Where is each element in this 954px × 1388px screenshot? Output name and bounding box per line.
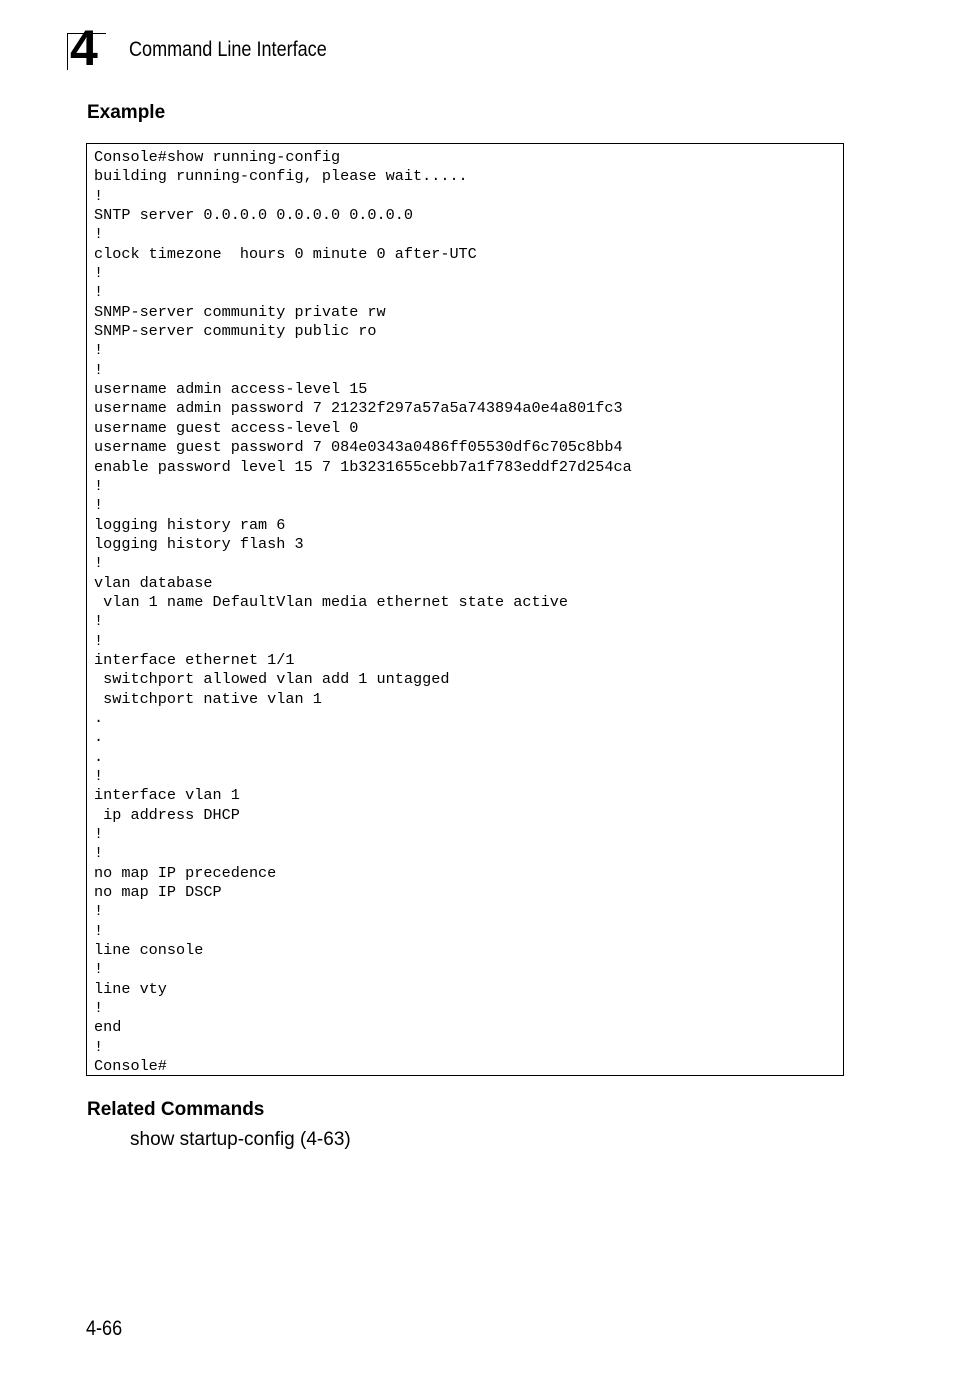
related-command-link: show startup-config (4-63) — [130, 1129, 351, 1150]
example-heading: Example — [87, 102, 166, 123]
code-line: ! — [94, 186, 104, 205]
code-line: ! — [94, 844, 104, 863]
code-line: vlan database — [94, 573, 213, 592]
code-line: ! — [94, 825, 104, 844]
code-example-box — [86, 143, 844, 1076]
code-line: ! — [94, 496, 104, 515]
related-commands-heading: Related Commands — [87, 1099, 265, 1120]
code-line: username admin access-level 15 — [94, 380, 368, 399]
code-line: ! — [94, 360, 104, 379]
code-line: username guest access-level 0 — [94, 418, 359, 437]
code-line: Console# — [94, 1057, 167, 1076]
code-line: . — [94, 708, 104, 727]
code-line: switchport allowed vlan add 1 untagged — [94, 670, 450, 689]
code-line: ! — [94, 264, 104, 283]
code-line: . — [94, 728, 104, 747]
code-line: ! — [94, 341, 104, 360]
code-line: clock timezone hours 0 minute 0 after-UTC — [94, 244, 477, 263]
chapter-number: 4 — [70, 20, 98, 76]
code-line: SNTP server 0.0.0.0 0.0.0.0 0.0.0.0 — [94, 206, 413, 225]
code-line: logging history flash 3 — [94, 534, 304, 553]
code-line: ip address DHCP — [94, 805, 240, 824]
code-line: . — [94, 747, 104, 766]
code-line: line console — [94, 941, 204, 960]
code-line: username guest password 7 084e0343a0486ff05530df6c705c8bb4 — [94, 438, 623, 457]
code-line: logging history ram 6 — [94, 515, 286, 534]
code-line: ! — [94, 902, 104, 921]
code-line: ! — [94, 225, 104, 244]
code-line: vlan 1 name DefaultVlan media ethernet state active — [94, 592, 568, 611]
code-line: no map IP DSCP — [94, 883, 222, 902]
running-header-title: Command Line Interface — [129, 38, 327, 61]
code-line: SNMP-server community private rw — [94, 302, 386, 321]
code-line: ! — [94, 999, 104, 1018]
code-line: line vty — [94, 979, 167, 998]
code-line: no map IP precedence — [94, 863, 277, 882]
code-line: ! — [94, 554, 104, 573]
code-line: interface ethernet 1/1 — [94, 650, 295, 669]
code-line: username admin password 7 21232f297a57a5a743894a0e4a801fc3 — [94, 399, 623, 418]
code-line: end — [94, 1018, 122, 1037]
code-line: ! — [94, 612, 104, 631]
code-line: interface vlan 1 — [94, 786, 240, 805]
code-line: ! — [94, 1037, 104, 1056]
code-line: ! — [94, 476, 104, 495]
code-line: ! — [94, 283, 104, 302]
code-line: ! — [94, 631, 104, 650]
page-number: 4-66 — [86, 1317, 123, 1340]
code-line: ! — [94, 960, 104, 979]
code-line: enable password level 15 7 1b3231655cebb7a1f783eddf27d254ca — [94, 457, 632, 476]
code-line: building running-config, please wait..... — [94, 167, 468, 186]
code-line: Console#show running-config — [94, 148, 341, 166]
code-line: SNMP-server community public ro — [94, 322, 377, 341]
code-line: switchport native vlan 1 — [94, 689, 322, 708]
code-line: ! — [94, 921, 104, 940]
code-line: ! — [94, 767, 104, 785]
